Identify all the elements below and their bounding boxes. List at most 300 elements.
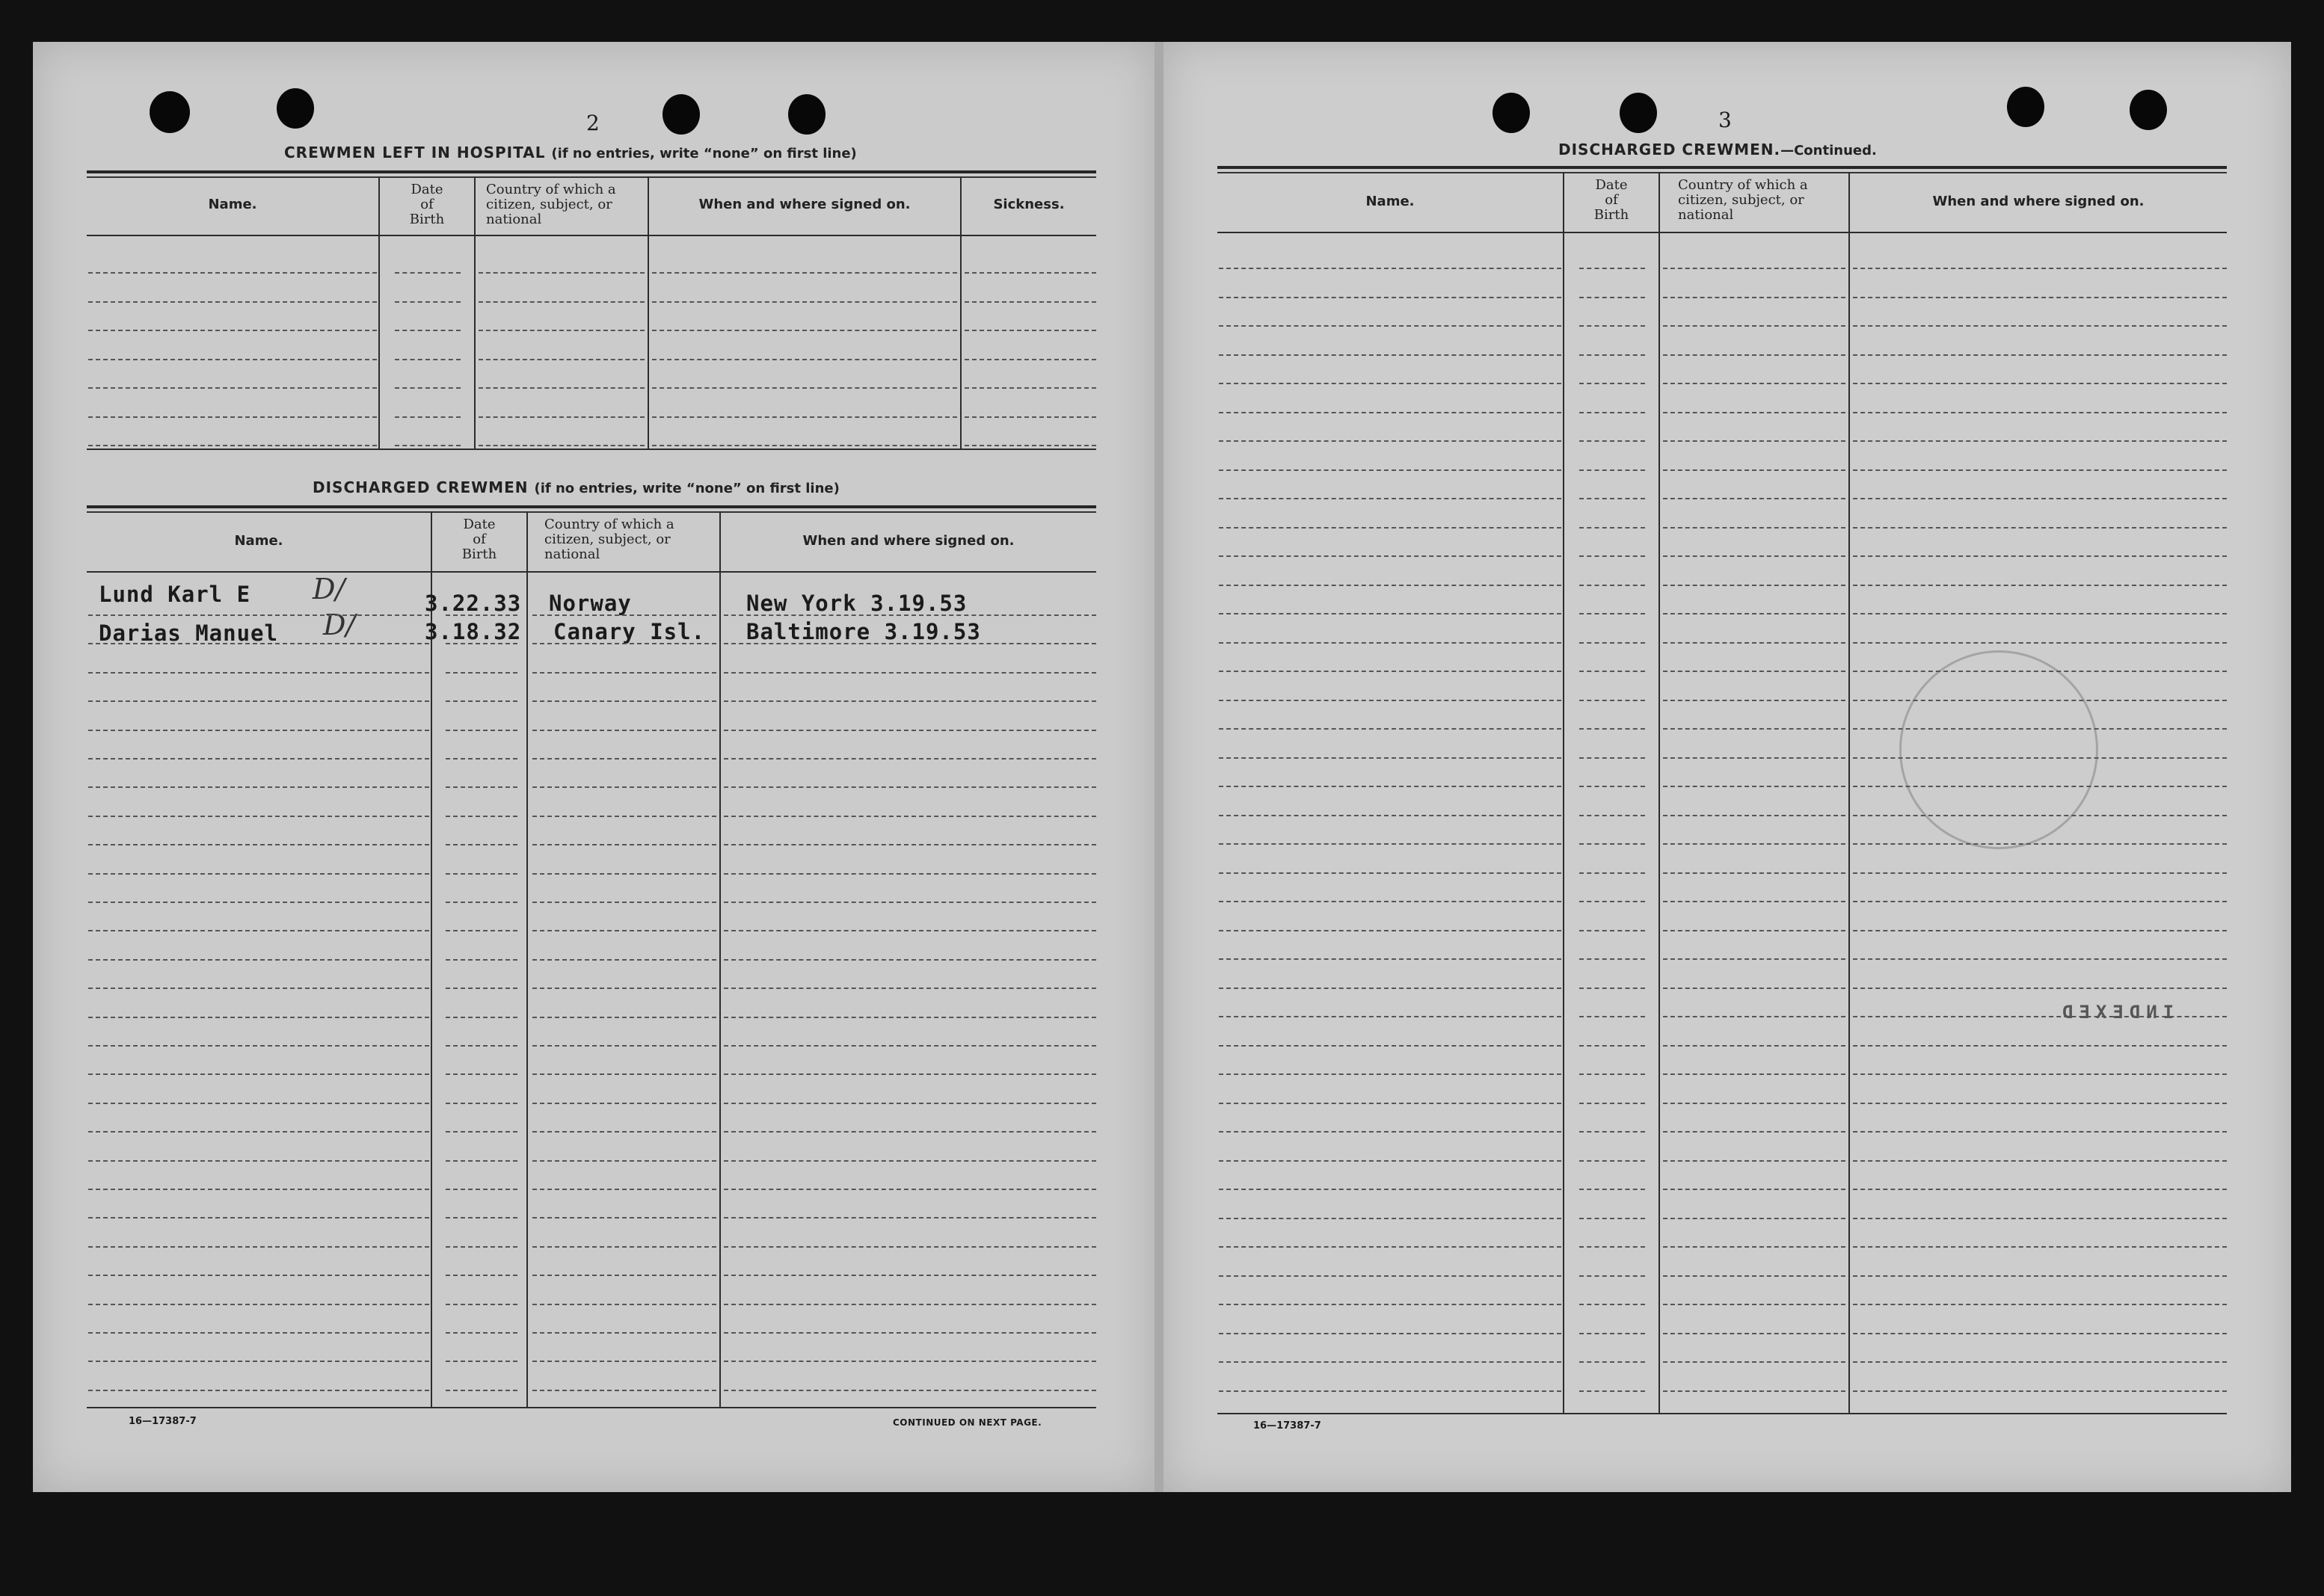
ruled-line — [1219, 930, 1561, 931]
ruled-line — [652, 387, 957, 389]
ruled-line — [724, 672, 1096, 674]
column-divider — [526, 511, 528, 1408]
ruled-line — [1219, 268, 1561, 269]
ruled-line — [724, 1332, 1096, 1334]
ruled-line — [1219, 527, 1561, 529]
ruled-line — [532, 1189, 716, 1190]
ruled-line — [532, 758, 716, 760]
ruled-line — [1663, 297, 1845, 298]
ruled-line — [88, 786, 429, 788]
ruled-line — [446, 643, 517, 644]
ruled-line — [1853, 527, 2227, 529]
ruled-line — [1853, 930, 2227, 931]
ruled-line — [1579, 527, 1645, 529]
ruled-line — [724, 959, 1096, 961]
ruled-line — [1219, 1045, 1561, 1047]
ruled-line — [446, 1131, 517, 1133]
ruled-line — [1219, 1390, 1561, 1392]
ruled-line — [1219, 297, 1561, 298]
ruled-line — [88, 301, 377, 303]
ruled-line — [532, 873, 716, 875]
ruled-line — [88, 359, 377, 360]
ruled-line — [1853, 872, 2227, 874]
ruled-line — [1853, 1333, 2227, 1334]
ruled-line — [479, 359, 645, 360]
ruled-line — [446, 1189, 517, 1190]
ruled-line — [724, 844, 1096, 845]
ruled-line — [724, 758, 1096, 760]
ruled-line — [532, 816, 716, 817]
ruled-line — [88, 1131, 429, 1133]
ruled-line — [1219, 671, 1561, 672]
ruled-line — [1219, 988, 1561, 989]
discharge-initials: D/ — [313, 573, 345, 606]
ruled-line — [1663, 1131, 1845, 1133]
ruled-line — [532, 1275, 716, 1276]
ruled-line — [1579, 930, 1645, 931]
header-line: Date — [411, 182, 443, 197]
header-line: Date — [1595, 177, 1628, 193]
ruled-line — [1853, 613, 2227, 614]
ruled-line — [1663, 412, 1845, 413]
ruled-line — [1853, 325, 2227, 327]
ruled-line — [1219, 642, 1561, 644]
ruled-line — [724, 1390, 1096, 1391]
ruled-line — [1663, 728, 1845, 730]
ruled-line — [1663, 1073, 1845, 1075]
ruled-line — [1579, 1390, 1645, 1392]
punch-hole — [663, 94, 700, 135]
column-divider — [1659, 172, 1660, 1414]
continued-title-suffix: —Continued. — [1780, 143, 1877, 158]
ruled-line — [1219, 1131, 1561, 1133]
hospital-title-text: CREWMEN LEFT IN HOSPITAL — [284, 144, 546, 161]
ruled-line — [88, 873, 429, 875]
column-header-name: Name. — [234, 533, 283, 549]
header-line: Birth — [409, 212, 445, 227]
ruled-line — [446, 1017, 517, 1018]
ruled-line — [724, 988, 1096, 989]
ruled-line — [479, 445, 645, 446]
ruled-line — [532, 844, 716, 845]
header-line: Date — [463, 517, 496, 532]
ruled-line — [479, 387, 645, 389]
column-divider — [719, 511, 721, 1408]
crewman-dob: 3.18.32 — [425, 619, 522, 644]
ruled-line — [88, 416, 377, 418]
ruled-line — [1579, 440, 1645, 442]
ruled-line — [532, 930, 716, 931]
column-header-country — [476, 182, 658, 227]
ruled-line — [446, 1304, 517, 1305]
ruled-line — [652, 445, 957, 446]
ruled-line — [532, 786, 716, 788]
ruled-line — [1219, 786, 1561, 787]
ruled-line — [1853, 1189, 2227, 1190]
ruled-line — [1219, 1189, 1561, 1190]
ruled-line — [532, 614, 716, 616]
ruled-line — [88, 1160, 429, 1162]
ruled-line — [532, 1017, 716, 1018]
ruled-line — [1219, 585, 1561, 586]
ruled-line — [1663, 383, 1845, 384]
ruled-line — [1853, 1131, 2227, 1133]
ruled-line — [1663, 440, 1845, 442]
ruled-line — [1579, 297, 1645, 298]
page-number: 3 — [1718, 108, 1732, 132]
ruled-line — [965, 387, 1096, 389]
ruled-line — [88, 1390, 429, 1391]
ruled-line — [1663, 1361, 1845, 1363]
ruled-line — [1219, 469, 1561, 471]
ruled-line — [724, 1246, 1096, 1248]
ruled-line — [1579, 1016, 1645, 1017]
ruled-line — [446, 1160, 517, 1162]
ruled-line — [1853, 1103, 2227, 1104]
form-number: 16—17387-7 — [1253, 1420, 1321, 1432]
continued-note: CONTINUED ON NEXT PAGE. — [893, 1417, 1042, 1428]
ruled-line — [1219, 815, 1561, 816]
ruled-line — [1663, 843, 1845, 845]
ruled-line — [1663, 1045, 1845, 1047]
column-header-dob — [432, 517, 526, 562]
ruled-line — [1579, 786, 1645, 787]
ruled-line — [532, 1304, 716, 1305]
header-bottom-rule — [1217, 232, 2227, 233]
ruled-line — [965, 359, 1096, 360]
column-header-signed: When and where signed on. — [802, 533, 1015, 549]
ruled-line — [1663, 1103, 1845, 1104]
ruled-line — [1219, 440, 1561, 442]
column-header-name: Name. — [208, 197, 257, 212]
ruled-line — [446, 873, 517, 875]
header-bottom-rule — [87, 235, 1096, 236]
crewman-name: Lund Karl E — [99, 582, 251, 607]
crewman-dob: 3.22.33 — [425, 591, 522, 616]
ruled-line — [1853, 354, 2227, 356]
ruled-line — [1579, 1103, 1645, 1104]
ruled-line — [532, 1131, 716, 1133]
header-line: national — [544, 546, 600, 562]
ruled-line — [1663, 555, 1845, 557]
ruled-line — [1663, 1390, 1845, 1392]
ruled-line — [88, 930, 429, 931]
ruled-line — [446, 988, 517, 989]
ruled-line — [1219, 555, 1561, 557]
ruled-line — [532, 1246, 716, 1248]
ruled-line — [724, 1189, 1096, 1190]
ruled-line — [724, 700, 1096, 702]
ruled-line — [1579, 728, 1645, 730]
header-line: citizen, subject, or — [544, 532, 671, 547]
ruled-line — [1663, 354, 1845, 356]
ruled-line — [532, 1160, 716, 1162]
ruled-line — [1663, 469, 1845, 471]
ruled-line — [88, 1017, 429, 1018]
ruled-line — [446, 1361, 517, 1362]
ruled-line — [1853, 1390, 2227, 1392]
ruled-line — [1853, 297, 2227, 298]
ruled-line — [1663, 325, 1845, 327]
table-top-rule — [87, 505, 1096, 508]
punch-hole — [150, 91, 190, 133]
ruled-line — [1853, 958, 2227, 960]
ruled-line — [724, 902, 1096, 903]
column-header-dob — [1564, 178, 1659, 223]
ruled-line — [1219, 1073, 1561, 1075]
ruled-line — [1663, 872, 1845, 874]
ruled-line — [724, 873, 1096, 875]
ruled-line — [1853, 469, 2227, 471]
ruled-line — [1663, 988, 1845, 989]
ruled-line — [446, 1390, 517, 1391]
ruled-line — [479, 330, 645, 331]
ruled-line — [1663, 527, 1845, 529]
ruled-line — [1663, 700, 1845, 701]
header-line: Birth — [461, 546, 497, 562]
table-top-rule — [87, 511, 1096, 513]
discharged-section-title — [313, 478, 840, 496]
form-number: 16—17387-7 — [129, 1416, 197, 1427]
ruled-line — [1663, 958, 1845, 960]
crewman-country: Canary Isl. — [553, 619, 706, 644]
header-line: Country of which a — [486, 182, 616, 197]
ruled-line — [1579, 1073, 1645, 1075]
ruled-line — [1579, 1333, 1645, 1334]
header-line: of — [420, 197, 434, 212]
ruled-line — [1853, 1160, 2227, 1162]
ruled-line — [1663, 1160, 1845, 1162]
ruled-line — [532, 672, 716, 674]
ruled-line — [1219, 958, 1561, 960]
hospital-section-title — [284, 144, 857, 161]
column-header-signed: When and where signed on. — [698, 197, 911, 212]
ruled-line — [88, 700, 429, 702]
ruled-line — [446, 816, 517, 817]
ruled-line — [652, 330, 957, 331]
header-line: citizen, subject, or — [1678, 192, 1804, 208]
ruled-line — [532, 1390, 716, 1391]
ruled-line — [724, 1361, 1096, 1362]
ruled-line — [88, 902, 429, 903]
ruled-line — [88, 672, 429, 674]
ruled-line — [724, 730, 1096, 731]
header-line: Country of which a — [1678, 177, 1808, 193]
ruled-line — [1663, 1275, 1845, 1277]
ruled-line — [724, 1045, 1096, 1047]
ruled-line — [1219, 843, 1561, 845]
ruled-line — [1663, 613, 1845, 614]
ruled-line — [1219, 383, 1561, 384]
header-line: national — [1678, 207, 1734, 223]
faded-circular-stamp — [1899, 650, 2098, 849]
ruled-line — [724, 643, 1096, 644]
ruled-line — [1219, 1016, 1561, 1017]
ruled-line — [446, 700, 517, 702]
table-top-rule — [87, 170, 1096, 173]
punch-hole — [2130, 90, 2167, 130]
indexed-stamp: INDEXED — [2056, 1002, 2174, 1023]
ruled-line — [1579, 354, 1645, 356]
ruled-line — [88, 387, 377, 389]
punch-hole — [1493, 93, 1530, 133]
ruled-line — [652, 301, 957, 303]
ruled-line — [724, 1131, 1096, 1133]
ruled-line — [1579, 958, 1645, 960]
table-bottom-rule — [87, 1407, 1096, 1408]
ruled-line — [1853, 901, 2227, 902]
ruled-line — [724, 1160, 1096, 1162]
table-top-rule — [1217, 166, 2227, 169]
ruled-line — [1219, 872, 1561, 874]
ruled-line — [88, 816, 429, 817]
ruled-line — [1579, 642, 1645, 644]
ruled-line — [1663, 1189, 1845, 1190]
crewman-name: Darias Manuel — [99, 620, 278, 646]
ruled-line — [88, 445, 377, 446]
ruled-line — [1663, 1016, 1845, 1017]
ruled-line — [395, 416, 461, 418]
ruled-line — [88, 1073, 429, 1075]
ruled-line — [1219, 1218, 1561, 1219]
ruled-line — [532, 700, 716, 702]
ruled-line — [1219, 901, 1561, 902]
ruled-line — [395, 445, 461, 446]
header-bottom-rule — [87, 571, 1096, 573]
ruled-line — [1219, 498, 1561, 499]
ruled-line — [88, 1275, 429, 1276]
ruled-line — [446, 1275, 517, 1276]
ruled-line — [1663, 1333, 1845, 1334]
ruled-line — [1579, 469, 1645, 471]
ruled-line — [1853, 642, 2227, 644]
ruled-line — [88, 1217, 429, 1218]
punch-hole — [277, 88, 314, 129]
ruled-line — [1579, 585, 1645, 586]
ruled-line — [1219, 1103, 1561, 1104]
ruled-line — [532, 1361, 716, 1362]
ruled-line — [446, 959, 517, 961]
ruled-line — [446, 1217, 517, 1218]
ruled-line — [446, 758, 517, 760]
ruled-line — [532, 730, 716, 731]
column-header-dob — [380, 182, 474, 227]
ruled-line — [532, 1103, 716, 1104]
ruled-line — [1853, 412, 2227, 413]
ruled-line — [1219, 1304, 1561, 1305]
column-header-country — [1660, 178, 1866, 223]
header-line: Country of which a — [544, 517, 674, 532]
ruled-line — [88, 959, 429, 961]
ruled-line — [479, 416, 645, 418]
ruled-line — [1853, 555, 2227, 557]
ruled-line — [446, 844, 517, 845]
ruled-line — [1853, 1045, 2227, 1047]
ruled-line — [1219, 1333, 1561, 1334]
ruled-line — [479, 301, 645, 303]
punch-hole — [2007, 87, 2044, 127]
ruled-line — [1579, 268, 1645, 269]
ruled-line — [532, 643, 716, 644]
ruled-line — [1579, 757, 1645, 759]
ruled-line — [1853, 268, 2227, 269]
ruled-line — [88, 1246, 429, 1248]
ruled-line — [532, 1073, 716, 1075]
column-header-country — [528, 517, 736, 562]
table-top-rule — [1217, 172, 2227, 173]
column-header-sickness: Sickness. — [993, 197, 1065, 212]
ruled-line — [1663, 1304, 1845, 1305]
ruled-line — [724, 1304, 1096, 1305]
column-divider — [431, 511, 432, 1408]
ruled-line — [724, 1275, 1096, 1276]
ruled-line — [1579, 901, 1645, 902]
ruled-line — [1219, 325, 1561, 327]
ruled-line — [1663, 901, 1845, 902]
ruled-line — [532, 988, 716, 989]
discharged-instruction: (if no entries, write “none” on first line) — [534, 481, 840, 496]
ruled-line — [446, 1103, 517, 1104]
crewman-signed-on: Baltimore 3.19.53 — [746, 619, 981, 644]
ruled-line — [1853, 988, 2227, 989]
ruled-line — [1663, 585, 1845, 586]
ruled-line — [1579, 1218, 1645, 1219]
page-number: 2 — [586, 111, 600, 135]
ruled-line — [1853, 1073, 2227, 1075]
ruled-line — [1219, 354, 1561, 356]
ruled-line — [1663, 1246, 1845, 1248]
ruled-line — [88, 1103, 429, 1104]
ruled-line — [88, 1332, 429, 1334]
ruled-line — [1579, 325, 1645, 327]
ruled-line — [532, 959, 716, 961]
ruled-line — [965, 416, 1096, 418]
header-line: national — [486, 212, 542, 227]
ruled-line — [724, 1017, 1096, 1018]
ruled-line — [446, 672, 517, 674]
ruled-line — [1663, 671, 1845, 672]
ruled-line — [1219, 1361, 1561, 1363]
ruled-line — [1579, 555, 1645, 557]
ruled-line — [1579, 815, 1645, 816]
ruled-line — [1219, 1275, 1561, 1277]
ruled-line — [1853, 498, 2227, 499]
ruled-line — [1663, 498, 1845, 499]
ruled-line — [652, 416, 957, 418]
ruled-line — [1219, 1246, 1561, 1248]
ruled-line — [446, 1246, 517, 1248]
ruled-line — [1853, 440, 2227, 442]
ruled-line — [532, 1332, 716, 1334]
ruled-line — [446, 730, 517, 731]
ruled-line — [1579, 843, 1645, 845]
ruled-line — [1663, 1218, 1845, 1219]
ruled-line — [1579, 613, 1645, 614]
ruled-line — [395, 301, 461, 303]
column-header-name: Name. — [1365, 194, 1415, 209]
ruled-line — [1219, 412, 1561, 413]
crewman-signed-on: New York 3.19.53 — [746, 591, 968, 616]
ruled-line — [1853, 1275, 2227, 1277]
ruled-line — [88, 844, 429, 845]
ruled-line — [446, 1073, 517, 1075]
punch-hole — [1620, 93, 1657, 133]
ruled-line — [88, 1045, 429, 1047]
column-divider — [1848, 172, 1850, 1414]
ruled-line — [1579, 671, 1645, 672]
ruled-line — [1219, 757, 1561, 759]
crewman-country: Norway — [549, 591, 632, 616]
